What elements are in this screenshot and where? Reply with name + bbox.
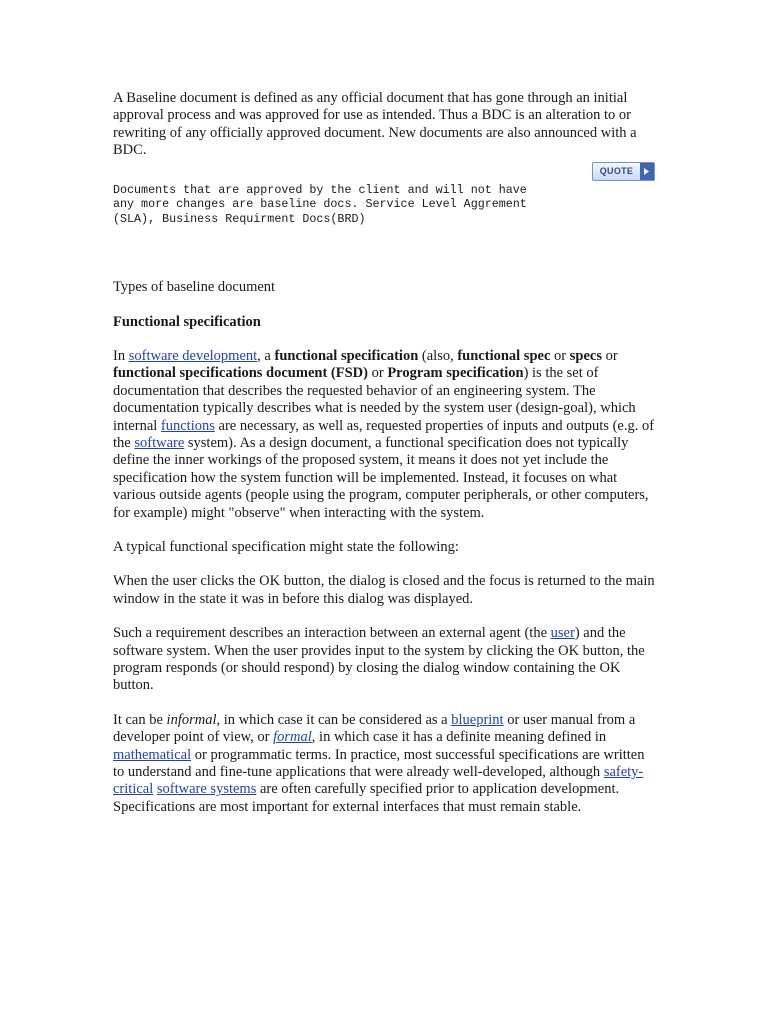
text-span: In	[113, 347, 129, 364]
bold-term: functional spec	[457, 347, 551, 364]
requirement-paragraph	[113, 625, 658, 695]
text-span: are necessary, as well as, requested properties of inputs and outputs (e.g. of the	[113, 417, 655, 451]
text-span: ) and the software system. When the user provides input to the system by clicking the OK button, the program responds (or should respond) by closing the dialog window containing the OK button.	[113, 625, 645, 694]
link-software-systems[interactable]: software systems	[156, 781, 257, 798]
link-formal[interactable]: formal	[273, 729, 312, 746]
text-span: or	[550, 347, 570, 364]
link-functions[interactable]: functions	[160, 417, 215, 434]
text-span: , a	[257, 347, 275, 364]
text-span: It can be	[113, 711, 167, 728]
bold-term: Program specification	[387, 365, 524, 382]
link-safety-critical[interactable]: safety-critical	[113, 764, 644, 798]
arrow-right-icon	[640, 163, 654, 180]
text-span: are often carefully specified prior to application development. Specifications are most important for external interfaces that must remain stable.	[113, 781, 620, 815]
link-mathematical[interactable]: mathematical	[113, 746, 192, 763]
bold-term: specs	[569, 347, 602, 364]
italic-term: informal	[166, 711, 217, 728]
document-body	[113, 90, 658, 816]
text-span: , in which case it has a definite meaning defined in	[311, 729, 607, 746]
functional-spec-paragraph	[113, 348, 658, 522]
text-span: , in which case it can be considered as a	[216, 711, 452, 728]
bold-term: functional specifications document (FSD)	[113, 365, 368, 382]
text-span: or	[601, 347, 618, 364]
link-software-development[interactable]: software development	[128, 347, 258, 364]
example-statement: When the user clicks the OK button, the dialog is closed and the focus is returned to the main window in the state it was in before this dialog was displayed.	[113, 573, 655, 607]
text-span: or	[367, 365, 388, 382]
text-span: Such a requirement describes an interaction between an external agent (the	[113, 625, 551, 642]
text-span: or programmatic terms. In practice, most successful specifications are written to understand and fine-tune applications that were already well-developed, although	[113, 746, 645, 781]
types-heading: Types of baseline document	[113, 279, 276, 296]
intro-paragraph: A Baseline document is defined as any official document that has gone through an initial approval process and was approved for use as intended. Thus a BDC is an alteration to or rewriting of any officially approved document. New documents are also announced with a BDC.	[113, 90, 637, 159]
bold-term: functional specification	[274, 347, 419, 364]
link-user[interactable]: user	[550, 625, 575, 642]
link-blueprint[interactable]: blueprint	[451, 711, 504, 728]
informal-paragraph	[113, 712, 658, 816]
quote-button-label: QUOTE	[599, 166, 634, 177]
quote-button[interactable]	[592, 162, 655, 181]
quoted-text: Documents that are approved by the client and will not have any more changes are baseline docs. Service Level Aggrement (SLA), Business Requirment Docs(BRD)	[113, 182, 527, 226]
text-span: system). As a design document, a functional specification does not typically define the inner workings of the proposed system, it means it does not yet include the specification how the system function will be implemented. Instead, it focuses on what various outside agents (people using the program, computer peripherals, or other computers, for example) might "observe" when interacting with the system.	[113, 434, 649, 521]
text-span: (also,	[418, 347, 458, 364]
text-span: ) is the set of documentation that describes the requested behavior of an engineering system. The documentation typically describes what is needed by the system user (design-goal), which internal	[113, 365, 636, 434]
section-heading: Functional specification	[113, 313, 261, 330]
text-span: or user manual from a developer point of view, or	[113, 711, 636, 746]
quote-row	[113, 162, 658, 182]
typical-statement: A typical functional specification might state the following:	[113, 539, 459, 555]
link-software[interactable]: software	[134, 434, 185, 451]
